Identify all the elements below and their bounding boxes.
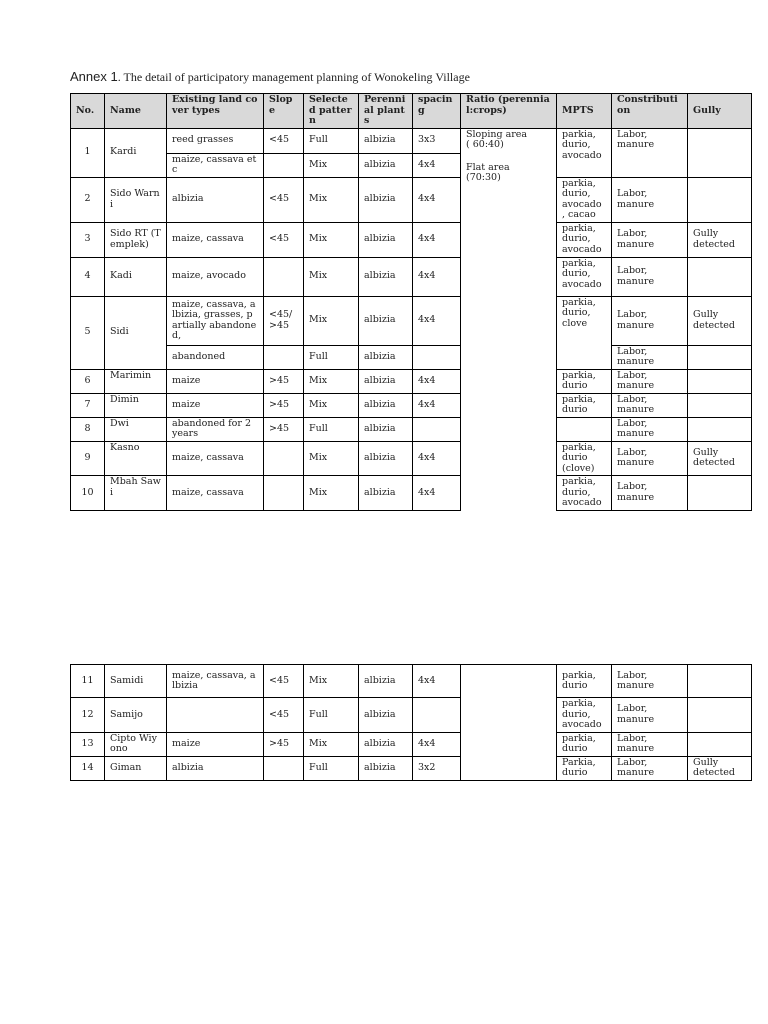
row-plants: albizia	[359, 665, 413, 698]
row-mpts: parkia, durio, avocado	[557, 257, 612, 296]
row-cover: maize, cassava	[167, 222, 264, 257]
row-plants: albizia	[359, 417, 413, 441]
row-mpts: parkia, durio, avocado	[557, 128, 612, 177]
row-name: Kardi	[105, 128, 167, 177]
row-plants: albizia	[359, 296, 413, 345]
row-cover: maize, cassava, albizia, grasses, partially abandoned,	[167, 296, 264, 345]
row-name: Sido RT (Templek)	[105, 222, 167, 257]
header-spacing: spacing	[413, 94, 461, 129]
row-number: 10	[71, 476, 105, 511]
row-pattern: Full	[304, 417, 359, 441]
row-slope: <45	[264, 665, 304, 698]
table-row	[71, 177, 752, 222]
row-slope: <45	[264, 698, 304, 733]
planning-table-part-1	[70, 93, 752, 511]
table-row	[71, 441, 752, 476]
row-spacing: 4x4	[413, 441, 461, 476]
row-slope: <45	[264, 222, 304, 257]
row-pattern: Full	[304, 698, 359, 733]
row-name: Marimin	[105, 369, 167, 393]
annex-label: Annex 1	[70, 69, 118, 84]
row-gully	[688, 128, 752, 177]
row-number: 6	[71, 369, 105, 393]
row-plants: albizia	[359, 369, 413, 393]
row-pattern: Mix	[304, 177, 359, 222]
row-spacing: 4x4	[413, 476, 461, 511]
table-body-part-1	[71, 128, 752, 510]
row-contribution: Labor, manure	[612, 417, 688, 441]
row-slope	[264, 257, 304, 296]
table-row	[71, 417, 752, 441]
row-number: 4	[71, 257, 105, 296]
row-mpts: parkia, durio	[557, 393, 612, 417]
row-slope: <45	[264, 177, 304, 222]
header-name: Name	[105, 94, 167, 129]
row-contribution: Labor, manure	[612, 665, 688, 698]
row-number: 9	[71, 441, 105, 476]
table-header-row	[71, 94, 752, 129]
row-plants: albizia	[359, 177, 413, 222]
row-plants: albizia	[359, 441, 413, 476]
row-mpts: parkia, durio	[557, 732, 612, 756]
row-mpts	[557, 417, 612, 441]
row-pattern: Mix	[304, 393, 359, 417]
row-contribution: Labor, manure	[612, 296, 688, 345]
row-contribution: Labor, manure	[612, 441, 688, 476]
row-pattern: Mix	[304, 257, 359, 296]
row-spacing: 3x3	[413, 128, 461, 153]
row-plants: albizia	[359, 393, 413, 417]
row-spacing: 4x4	[413, 257, 461, 296]
row-plants: albizia	[359, 476, 413, 511]
row-spacing: 4x4	[413, 369, 461, 393]
row-number: 12	[71, 698, 105, 733]
table-row	[71, 369, 752, 393]
row-cover: albizia	[167, 177, 264, 222]
row-number: 8	[71, 417, 105, 441]
planning-table-part-2	[70, 664, 752, 781]
row-spacing	[413, 345, 461, 369]
row-plants: albizia	[359, 257, 413, 296]
row-contribution: Labor, manure	[612, 698, 688, 733]
row-pattern: Mix	[304, 153, 359, 177]
table-row	[71, 476, 752, 511]
row-gully: Gully detected	[688, 756, 752, 780]
row-cover: abandoned	[167, 345, 264, 369]
row-spacing: 4x4	[413, 296, 461, 345]
row-slope: >45	[264, 417, 304, 441]
row-contribution: Labor, manure	[612, 222, 688, 257]
row-cover: maize	[167, 732, 264, 756]
row-plants: albizia	[359, 756, 413, 780]
row-slope	[264, 756, 304, 780]
row-number: 14	[71, 756, 105, 780]
table-row	[71, 665, 752, 698]
row-pattern: Mix	[304, 476, 359, 511]
row-gully	[688, 369, 752, 393]
table-row	[71, 296, 752, 345]
row-pattern: Full	[304, 128, 359, 153]
row-plants: albizia	[359, 128, 413, 153]
row-number: 13	[71, 732, 105, 756]
row-gully	[688, 393, 752, 417]
row-spacing	[413, 417, 461, 441]
row-name: Samidi	[105, 665, 167, 698]
row-contribution: Labor, manure	[612, 476, 688, 511]
table-row	[71, 345, 752, 369]
row-gully	[688, 476, 752, 511]
row-slope: >45	[264, 369, 304, 393]
row-gully	[688, 665, 752, 698]
header-contribution: Constribution	[612, 94, 688, 129]
row-mpts: parkia, durio, avocado	[557, 698, 612, 733]
header-ratio: Ratio (perennial:crops)	[461, 94, 557, 129]
row-slope: <45/ >45	[264, 296, 304, 345]
row-pattern: Mix	[304, 222, 359, 257]
row-mpts: Parkia, durio	[557, 756, 612, 780]
row-mpts: parkia, durio	[557, 665, 612, 698]
header-pattern: Selected pattern	[304, 94, 359, 129]
table-body-part-2	[71, 665, 752, 781]
row-pattern: Mix	[304, 296, 359, 345]
row-cover: maize	[167, 393, 264, 417]
row-name: Kadi	[105, 257, 167, 296]
row-name: Sidi	[105, 296, 167, 369]
row-plants: albizia	[359, 222, 413, 257]
table-row	[71, 222, 752, 257]
row-name: Sido Warni	[105, 177, 167, 222]
table-row	[71, 698, 752, 733]
row-cover: maize	[167, 369, 264, 393]
row-mpts: parkia, durio, clove	[557, 296, 612, 369]
row-cover: maize, cassava, albizia	[167, 665, 264, 698]
row-cover: maize, avocado	[167, 257, 264, 296]
row-name: Samijo	[105, 698, 167, 733]
row-cover: albizia	[167, 756, 264, 780]
row-gully: Gully detected	[688, 296, 752, 345]
row-slope	[264, 476, 304, 511]
row-pattern: Mix	[304, 665, 359, 698]
row-contribution: Labor, manure	[612, 177, 688, 222]
ratio-cell	[461, 128, 557, 510]
ratio-cell-empty	[461, 665, 557, 781]
row-name: Dimin	[105, 393, 167, 417]
table-row	[71, 732, 752, 756]
row-mpts: parkia, durio	[557, 369, 612, 393]
row-mpts: parkia, durio, avocado	[557, 222, 612, 257]
row-spacing: 4x4	[413, 222, 461, 257]
row-name: Dwi	[105, 417, 167, 441]
row-plants: albizia	[359, 698, 413, 733]
row-contribution: Labor, manure	[612, 732, 688, 756]
row-name: Mbah Sawi	[105, 476, 167, 511]
row-spacing: 4x4	[413, 393, 461, 417]
row-spacing: 3x2	[413, 756, 461, 780]
ratio-flat: Flat area (70:30)	[466, 161, 510, 183]
ratio-sloping: Sloping area ( 60:40)	[466, 128, 528, 150]
row-cover: maize, cassava etc	[167, 153, 264, 177]
table-row	[71, 756, 752, 780]
row-slope: <45	[264, 128, 304, 153]
row-gully	[688, 732, 752, 756]
row-name: Kasno	[105, 441, 167, 476]
row-slope	[264, 441, 304, 476]
row-number: 11	[71, 665, 105, 698]
row-gully	[688, 698, 752, 733]
header-slope: Slope	[264, 94, 304, 129]
row-pattern: Mix	[304, 441, 359, 476]
row-contribution: Labor, manure	[612, 345, 688, 369]
row-gully: Gully detected	[688, 441, 752, 476]
row-gully	[688, 257, 752, 296]
row-plants: albizia	[359, 153, 413, 177]
row-pattern: Mix	[304, 369, 359, 393]
row-contribution: Labor, manure	[612, 369, 688, 393]
row-slope	[264, 153, 304, 177]
row-mpts: parkia, durio, avocado , cacao	[557, 177, 612, 222]
row-cover: maize, cassava	[167, 476, 264, 511]
row-number: 5	[71, 296, 105, 369]
table-row	[71, 393, 752, 417]
header-mpts: MPTS	[557, 94, 612, 129]
header-cover: Existing land cover types	[167, 94, 264, 129]
row-plants: albizia	[359, 345, 413, 369]
row-name: Cipto Wiyono	[105, 732, 167, 756]
row-cover: reed grasses	[167, 128, 264, 153]
row-number: 3	[71, 222, 105, 257]
row-gully	[688, 177, 752, 222]
header-no: No.	[71, 94, 105, 129]
row-pattern: Mix	[304, 732, 359, 756]
row-slope: >45	[264, 732, 304, 756]
header-gully: Gully	[688, 94, 752, 129]
row-pattern: Full	[304, 345, 359, 369]
row-contribution: Labor, manure	[612, 128, 688, 177]
header-plants: Perennial plants	[359, 94, 413, 129]
row-number: 1	[71, 128, 105, 177]
row-gully: Gully detected	[688, 222, 752, 257]
row-spacing	[413, 698, 461, 733]
row-slope	[264, 345, 304, 369]
row-gully	[688, 417, 752, 441]
row-pattern: Full	[304, 756, 359, 780]
row-spacing: 4x4	[413, 665, 461, 698]
row-number: 2	[71, 177, 105, 222]
row-mpts: parkia, durio, avocado	[557, 476, 612, 511]
row-plants: albizia	[359, 732, 413, 756]
row-contribution: Labor, manure	[612, 756, 688, 780]
table-row	[71, 257, 752, 296]
row-spacing: 4x4	[413, 153, 461, 177]
row-cover	[167, 698, 264, 733]
row-contribution: Labor, manure	[612, 257, 688, 296]
row-slope: >45	[264, 393, 304, 417]
row-contribution: Labor, manure	[612, 393, 688, 417]
row-spacing: 4x4	[413, 177, 461, 222]
row-cover: abandoned for 2 years	[167, 417, 264, 441]
row-mpts: parkia, durio (clove)	[557, 441, 612, 476]
annex-caption	[70, 69, 470, 85]
row-spacing: 4x4	[413, 732, 461, 756]
table-row	[71, 128, 752, 153]
row-name: Giman	[105, 756, 167, 780]
row-cover: maize, cassava	[167, 441, 264, 476]
annex-title: . The detail of participatory management planning of Wonokeling Village	[117, 70, 470, 84]
row-number: 7	[71, 393, 105, 417]
row-gully	[688, 345, 752, 369]
